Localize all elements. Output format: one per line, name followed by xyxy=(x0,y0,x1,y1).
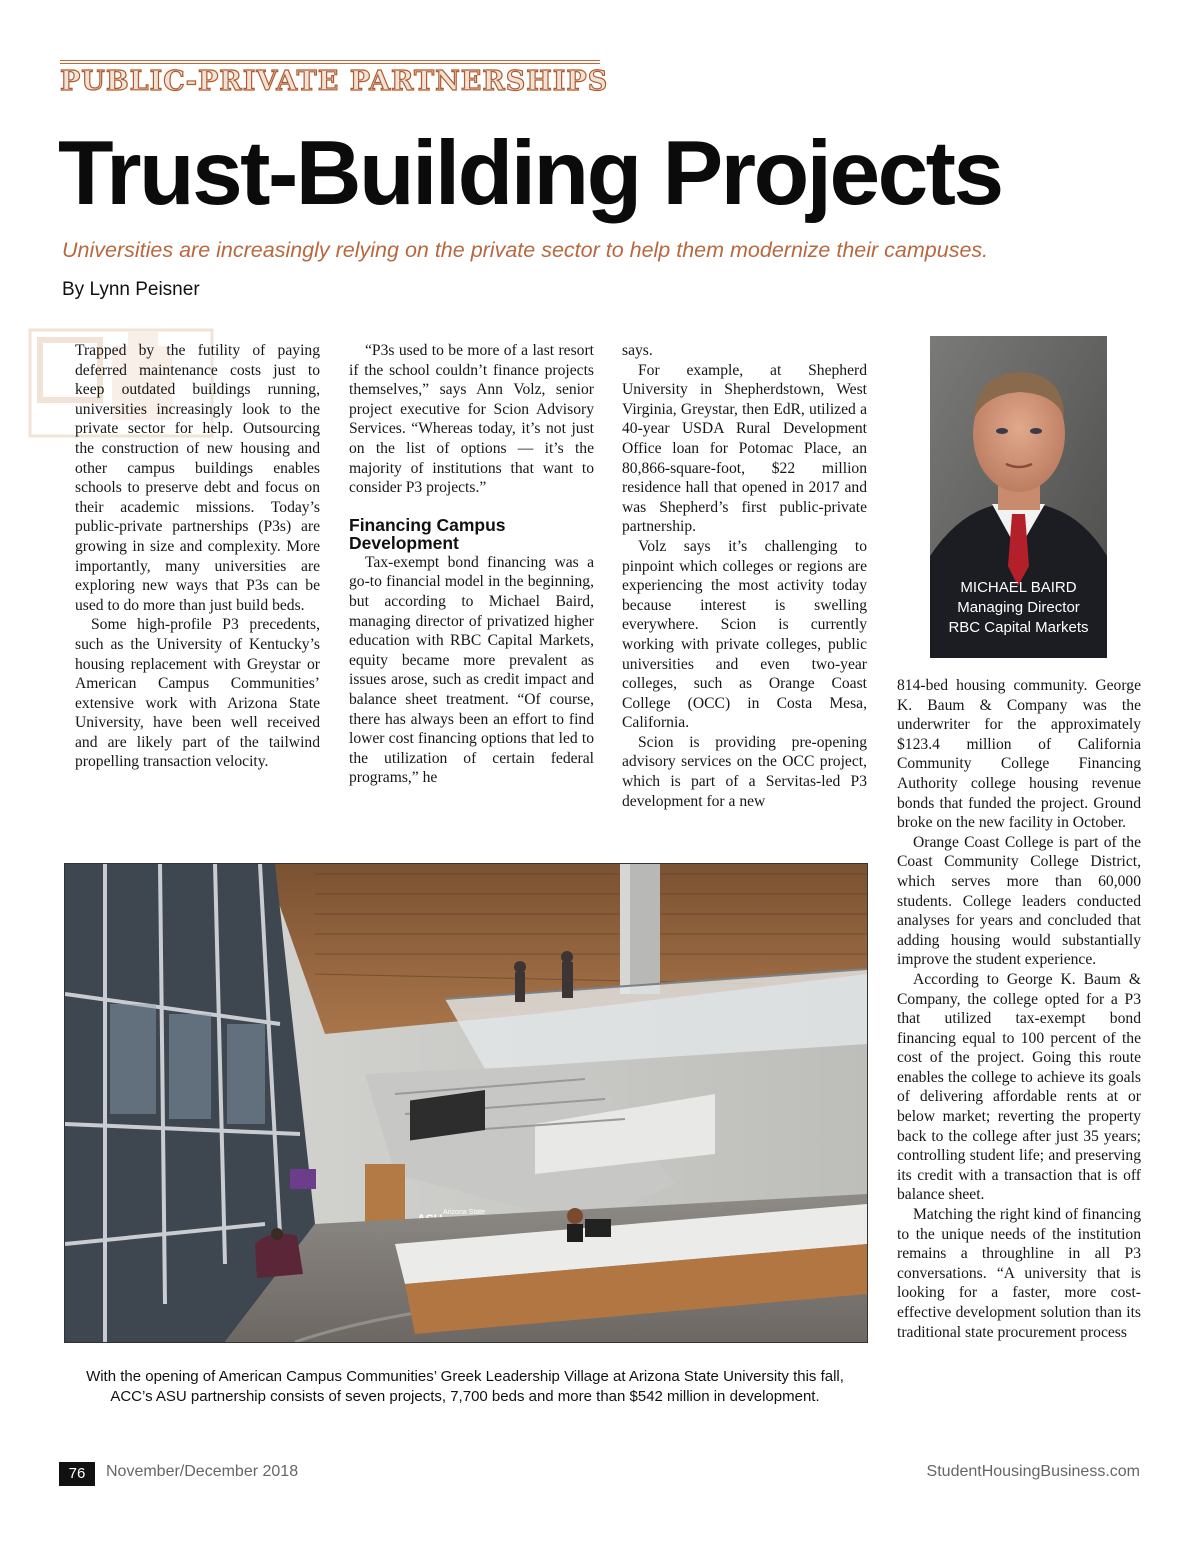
paragraph: According to George K. Baum & Company, the college opted for a P3 that utilized tax-exempt bond financing equal to 100 percent of the cost of the project. Going this route enables the college to achieve its goals of delivering affordable rents at or below market; reverting the property back to the college after just 35 years; controlling student life; and preserving its credit with a transaction that is off balance sheet. xyxy=(897,970,1141,1204)
header-rule-top xyxy=(60,60,600,61)
sign-line-1: Arizona State xyxy=(443,1209,486,1216)
publication-site: StudentHousingBusiness.com xyxy=(926,1463,1140,1480)
portrait-company: RBC Capital Markets xyxy=(948,619,1089,636)
portrait-name: MICHAEL BAIRD xyxy=(960,579,1077,596)
paragraph: Tax-exempt bond financing was a go-to financial model in the beginning, but according to Michael Baird, managing director of privatized higher education with RBC Capital Markets, equity became more prevalent as issues arose, such as credit impact and balance sheet treatment. “Of course, there has always been an effort to find lower cost financing options that led to the utilization of certain federal programs,” he xyxy=(349,553,594,787)
lobby-illustration xyxy=(65,864,867,1342)
paragraph: Orange Coast College is part of the Coast Community College District, which serves more than 60,000 students. College leaders conducted analyses for years and concluded that adding housing would substantially improve the student experience. xyxy=(897,833,1141,969)
portrait-photo xyxy=(930,336,1107,658)
paragraph: For example, at Shepherd University in Shepherdstown, West Virginia, Greystar, then EdR, utilized a 40-year USDA Rural Development Office loan for Potomac Place, an 80,866-square-foot, $22 million residence hall that opened in 2017 and was Shepherd’s first public-private partnership. xyxy=(622,361,867,536)
article-column-4 xyxy=(897,676,1141,1342)
article-column-1 xyxy=(75,341,320,772)
article-dek: Universities are increasingly relying on the private sector to help them modernize their campuses. xyxy=(62,238,989,262)
paragraph: 814-bed housing community. George K. Baum & Company was the underwriter for the approximately $123.4 million of California Community College Financing Authority college housing revenue bonds that funded the project. Ground broke on the new facility in October. xyxy=(897,677,1141,832)
paragraph: Volz says it’s challenging to pinpoint which colleges or regions are experiencing the most activity today because interest is swelling everywhere. Scion is currently working with private colleges, public universities and even two-year colleges, such as Orange Coast College (OCC) in Costa Mesa, California. xyxy=(622,537,867,732)
paragraph: says. xyxy=(622,342,653,359)
paragraph: Some high-profile P3 precedents, such as the University of Kentucky’s housing replacement with Greystar or American Campus Communities’ extensive work with Arizona State University, have been well received and are likely part of the tailwind propelling transaction velocity. xyxy=(75,616,320,771)
byline: By Lynn Peisner xyxy=(62,279,200,300)
paragraph: Trapped by the futility of paying deferred maintenance costs just to keep outdated buildings running, universities increasingly look to the private sector for help. Outsourcing the construction of new housing and other campus buildings enables schools to preserve debt and focus on their academic missions. Today’s public-private partnerships (P3s) are growing in size and complexity. More importantly, many universities are exploring new ways that P3s can be used to do more than just build beds. xyxy=(75,342,320,614)
article-column-2 xyxy=(349,341,594,788)
photo-caption xyxy=(60,1367,870,1407)
page-number: 76 xyxy=(59,1462,95,1486)
paragraph: “P3s used to be more of a last resort if the school couldn’t finance projects themselves,” says Ann Volz, senior project executive for Scion Advisory Services. “Whereas today, it’s not just on the list of options — it’s the majority of institutions that want to consider P3 projects.” xyxy=(349,342,594,497)
article-column-3 xyxy=(622,341,867,811)
section-kicker: PUBLIC-PRIVATE PARTNERSHIPS xyxy=(60,66,609,97)
paragraph: Scion is providing pre-opening advisory services on the OCC project, which is part of a Servitas-led P3 development for a new xyxy=(622,733,867,810)
section-subhead: Financing Campus Development xyxy=(349,514,506,553)
photo-caption-line-2: ACC’s ASU partnership consists of seven projects, 7,700 beds and more than $542 million in development. xyxy=(110,1388,820,1405)
issue-date: November/December 2018 xyxy=(106,1463,299,1480)
paragraph: Matching the right kind of financing to the unique needs of the institution remains a throughline in all P3 conversations. “A university that is looking for a faster, more cost-effective development solution than its traditional state procurement process xyxy=(897,1206,1141,1341)
portrait-role: Managing Director xyxy=(957,599,1080,616)
article-title: Trust-Building Projects xyxy=(58,123,1002,224)
portrait-caption xyxy=(930,578,1107,638)
lobby-photo xyxy=(64,863,868,1343)
header-rule-bottom xyxy=(60,63,600,64)
photo-caption-line-1: With the opening of American Campus Communities’ Greek Leadership Village at Arizona State University this fall, xyxy=(86,1368,844,1385)
